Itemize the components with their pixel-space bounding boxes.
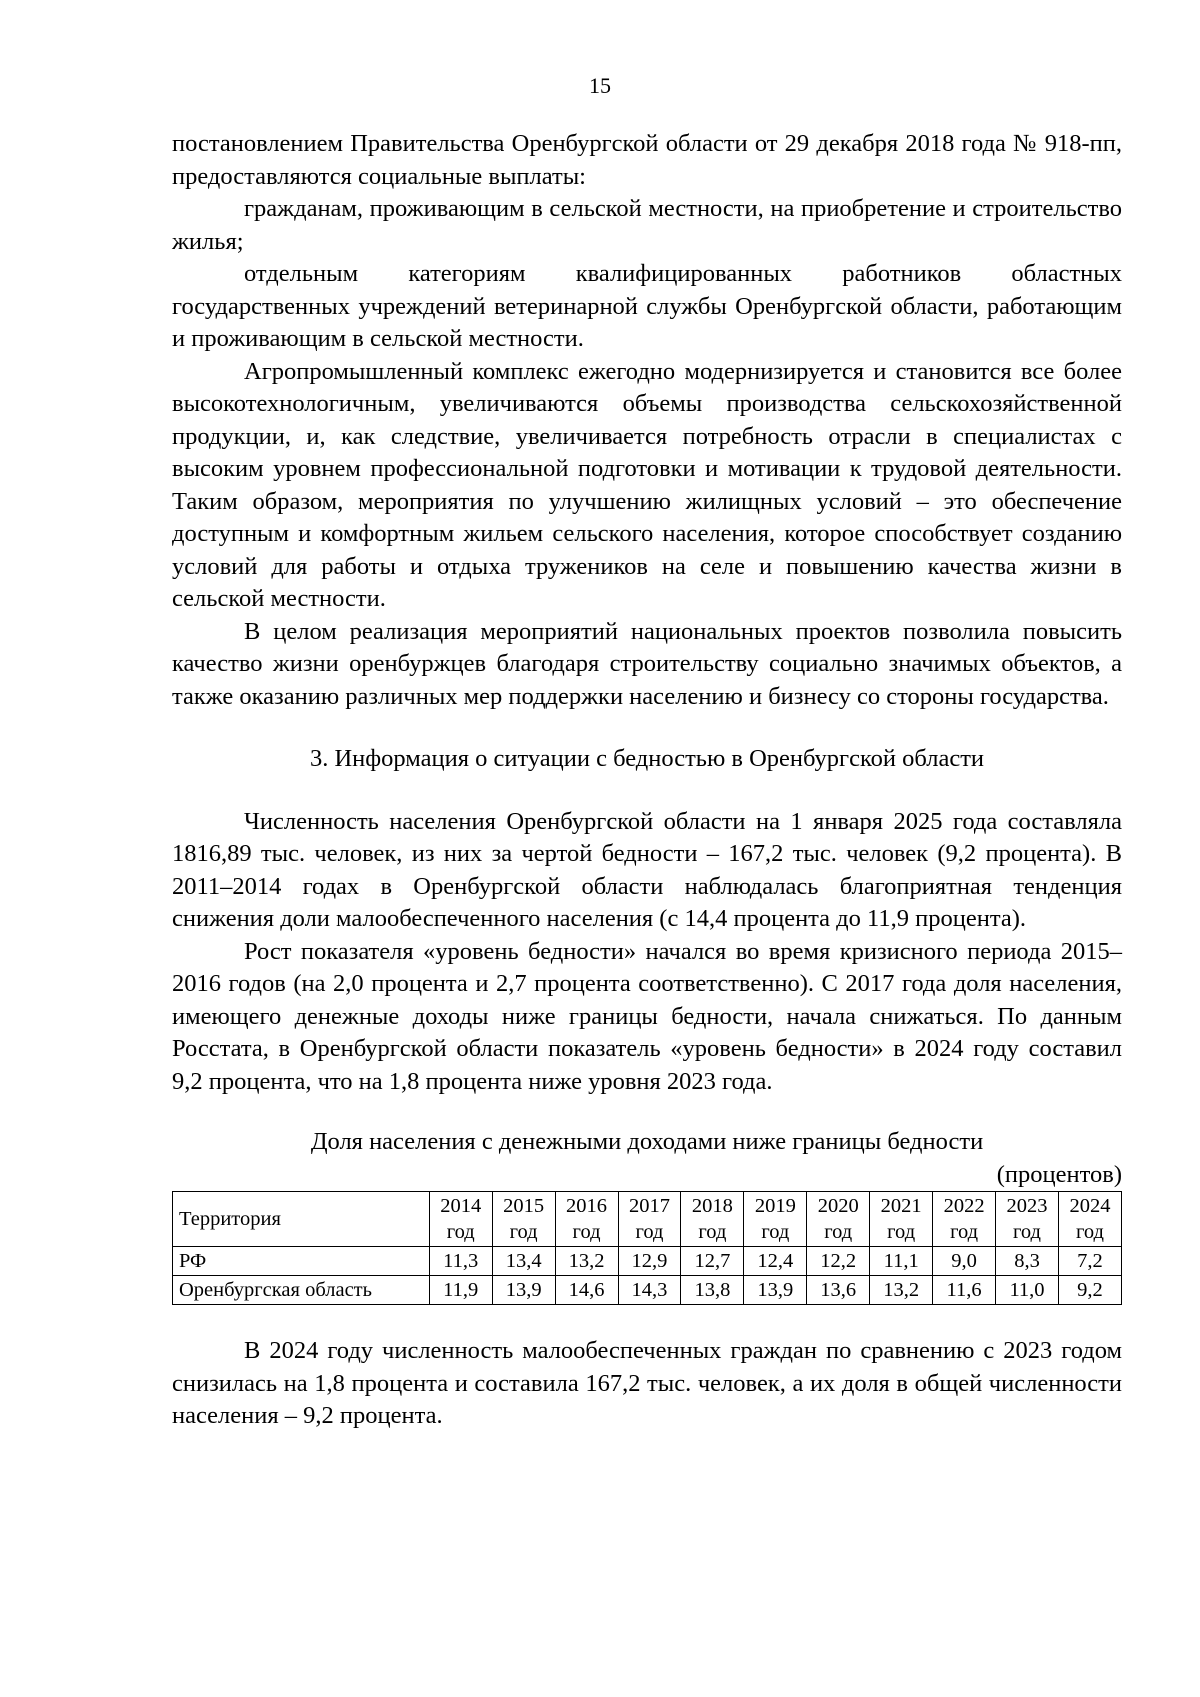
year-value: 2019 <box>754 1195 796 1217</box>
year-suffix: год <box>1075 1221 1104 1243</box>
paragraph: отдельным категориям квалифицированных работников областных государственных учреждений ветеринарной службы Оренбургской области, работающим и проживающим в сельской местности. <box>172 260 1122 352</box>
year-suffix: год <box>509 1221 538 1243</box>
value-cell: 11,3 <box>429 1247 492 1276</box>
year-header <box>618 1192 681 1247</box>
year-value: 2016 <box>566 1195 608 1217</box>
poverty-table <box>172 1191 1122 1305</box>
year-value: 2024 <box>1069 1195 1111 1217</box>
value-cell: 8,3 <box>996 1247 1059 1276</box>
year-suffix: год <box>887 1221 916 1243</box>
document-body <box>172 128 1122 1433</box>
year-header <box>429 1192 492 1247</box>
year-header <box>555 1192 618 1247</box>
year-value: 2018 <box>691 1195 733 1217</box>
value-cell: 12,2 <box>807 1247 870 1276</box>
paragraph: Рост показателя «уровень бедности» начался во время кризисного периода 2015–2016 годов (на 2,0 процента и 2,7 процента соответственно). С 2017 года доля населения, имеющего денежные доходы ниже границы бедности, начала снижаться. По данным Росстата, в Оренбургской области показатель «уровень бедности» в 2024 году составил 9,2 процента, что на 1,8 процента ниже уровня 2023 года. <box>172 937 1122 1095</box>
territory-cell: РФ <box>173 1247 430 1276</box>
year-value: 2015 <box>503 1195 545 1217</box>
year-header <box>996 1192 1059 1247</box>
year-header <box>807 1192 870 1247</box>
bottom-paragraph: В 2024 году численность малообеспеченных граждан по сравнению с 2023 годом снизилась на 1,8 процента и составила 167,2 тыс. человек, а их доля в общей численности населения – 9,2 процента. <box>172 1337 1122 1429</box>
value-cell: 11,9 <box>429 1276 492 1305</box>
year-value: 2023 <box>1006 1195 1048 1217</box>
value-cell: 12,7 <box>681 1247 744 1276</box>
top-paragraphs <box>172 128 1122 713</box>
year-value: 2020 <box>817 1195 859 1217</box>
year-suffix: год <box>635 1221 664 1243</box>
year-suffix: год <box>1013 1221 1041 1243</box>
year-header <box>681 1192 744 1247</box>
year-value: 2017 <box>628 1195 670 1217</box>
value-cell: 12,4 <box>744 1247 807 1276</box>
year-value: 2021 <box>880 1195 922 1217</box>
year-suffix: год <box>698 1221 727 1243</box>
middle-paragraphs <box>172 806 1122 1099</box>
year-header <box>744 1192 807 1247</box>
value-cell: 7,2 <box>1058 1247 1121 1276</box>
paragraph: постановлением Правительства Оренбургской области от 29 декабря 2018 года № 918-пп, предоставляются социальные выплаты: <box>172 130 1122 190</box>
value-cell: 11,6 <box>933 1276 996 1305</box>
year-suffix: год <box>572 1221 601 1243</box>
year-header <box>933 1192 996 1247</box>
table-body <box>173 1247 1122 1305</box>
table-title: Доля населения с денежными доходами ниже границы бедности <box>310 1128 984 1155</box>
section-heading: 3. Информация о ситуации с бедностью в Оренбургской области <box>309 745 985 772</box>
paragraph: В целом реализация мероприятий национальных проектов позволила повысить качество жизни оренбуржцев благодаря строительству социально значимых объектов, а также оказанию различных мер поддержки населению и бизнесу со стороны государства. <box>172 617 1122 710</box>
value-cell: 12,9 <box>618 1247 681 1276</box>
year-suffix: год <box>761 1221 790 1243</box>
year-suffix: год <box>446 1221 475 1243</box>
value-cell: 13,2 <box>870 1276 933 1305</box>
value-cell: 14,6 <box>555 1276 618 1305</box>
table-header-row <box>173 1192 1122 1247</box>
value-cell: 13,8 <box>681 1276 744 1305</box>
value-cell: 13,4 <box>492 1247 555 1276</box>
territory-header: Территория <box>173 1192 430 1247</box>
value-cell: 11,1 <box>870 1247 933 1276</box>
table-row <box>173 1247 1122 1276</box>
paragraph: Численность населения Оренбургской области на 1 января 2025 года составляла 1816,89 тыс. человек, из них за чертой бедности – 167,2 тыс. человек (9,2 процента). В 2011–2014 годах в Оренбургской области наблюдалась благоприятная тенденция снижения доли малообеспеченного населения (с 14,4 процента до 11,9 процента). <box>172 807 1122 932</box>
year-suffix: год <box>950 1221 979 1243</box>
year-value: 2014 <box>440 1195 482 1217</box>
table-unit: (процентов) <box>996 1160 1122 1188</box>
year-header <box>492 1192 555 1247</box>
value-cell: 11,0 <box>996 1276 1059 1305</box>
page-number: 15 <box>589 73 611 98</box>
year-value: 2022 <box>943 1195 985 1217</box>
value-cell: 14,3 <box>618 1276 681 1305</box>
year-suffix: год <box>824 1221 853 1243</box>
value-cell: 13,9 <box>744 1276 807 1305</box>
year-header <box>1058 1192 1121 1247</box>
value-cell: 9,0 <box>933 1247 996 1276</box>
value-cell: 13,2 <box>555 1247 618 1276</box>
table-row <box>173 1276 1122 1305</box>
value-cell: 13,9 <box>492 1276 555 1305</box>
paragraph: гражданам, проживающим в сельской местности, на приобретение и строительство жилья; <box>172 195 1122 255</box>
value-cell: 13,6 <box>807 1276 870 1305</box>
value-cell: 9,2 <box>1058 1276 1121 1305</box>
territory-cell: Оренбургская область <box>173 1276 430 1305</box>
year-header <box>870 1192 933 1247</box>
paragraph: Агропромышленный комплекс ежегодно модернизируется и становится все более высокотехнологичным, увеличиваются объемы производства сельскохозяйственной продукции, и, как следствие, увеличивается потребность отрасли в специалистах с высоким уровнем профессиональной подготовки и мотивации к трудовой деятельности. Таким образом, мероприятия по улучшению жилищных условий – это обеспечение доступным и комфортным жильем сельского населения, которое способствует созданию условий для работы и отдыха тружеников на селе и повышению качества жизни в сельской местности. <box>172 357 1122 612</box>
